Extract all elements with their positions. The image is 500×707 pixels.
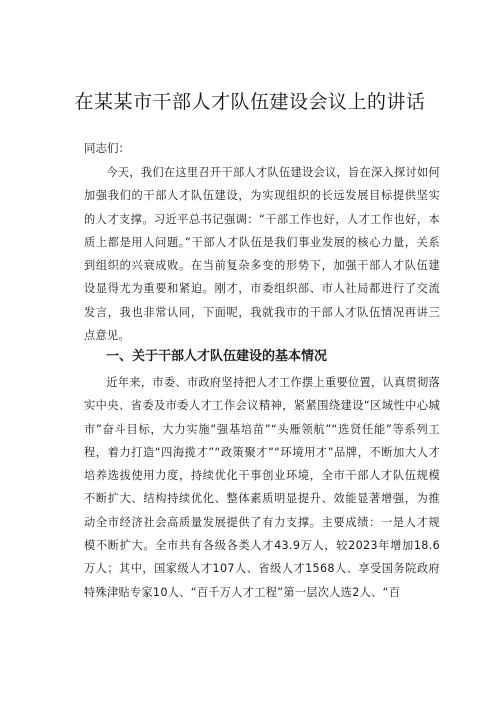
section-heading-1: 一、关于干部人才队伍建设的基本情况 — [106, 349, 328, 364]
salutation: 同志们： — [84, 141, 130, 155]
paragraph-basic-situation: 近年来，市委、市政府坚持把人才工作摆上重要位置，认真贯彻落实中央、省委及市委人才工作会议精神，紧紧围绕建设“区域性中心城市”奋斗目标，大力实施“强基培苗”“头雁领航”“选贤任能”等系列工程，着力打造“四海揽才”“政策聚才”“环境用才”品牌，不断加大人才培养选拔使用力度，持续优化干事创业环境，全市干部人才队伍规模不断扩大、结构持续优化、整体素质明显提升、效能显著增强，为推动全市经济社会高质量发展提供了有力支撑。主要成绩：一是人才规模不断扩大。全市共有各级各类人才43.9万人，较2023年增加18.6万人；其中，国家级人才107人、省级人才1568人、享受国务院政府特殊津贴专家10人、“百千万人才工程”第一层次人选2人、“百 — [84, 376, 440, 599]
document-title: 在某某市干部人才队伍建设会议上的讲话 — [74, 91, 426, 113]
paragraph-opening: 今天，我们在这里召开干部人才队伍建设会议，旨在深入探讨如何加强我们的干部人才队伍建设，为实现组织的长远发展目标提供坚实的人才支撑。习近平总书记强调：“干部工作也好，人才工作也好，本质上都是用人问题。”干部人才队伍是我们事业发展的核心力量，关系到组织的兴衰成败。在当前复杂多变的形势下，加强干部人才队伍建设显得尤为重要和紧迫。刚才，市委组织部、市人社局都进行了交流发言，我也非常认同，下面呢，我就我市的干部人才队伍情况再讲三点意见。 — [84, 166, 440, 343]
